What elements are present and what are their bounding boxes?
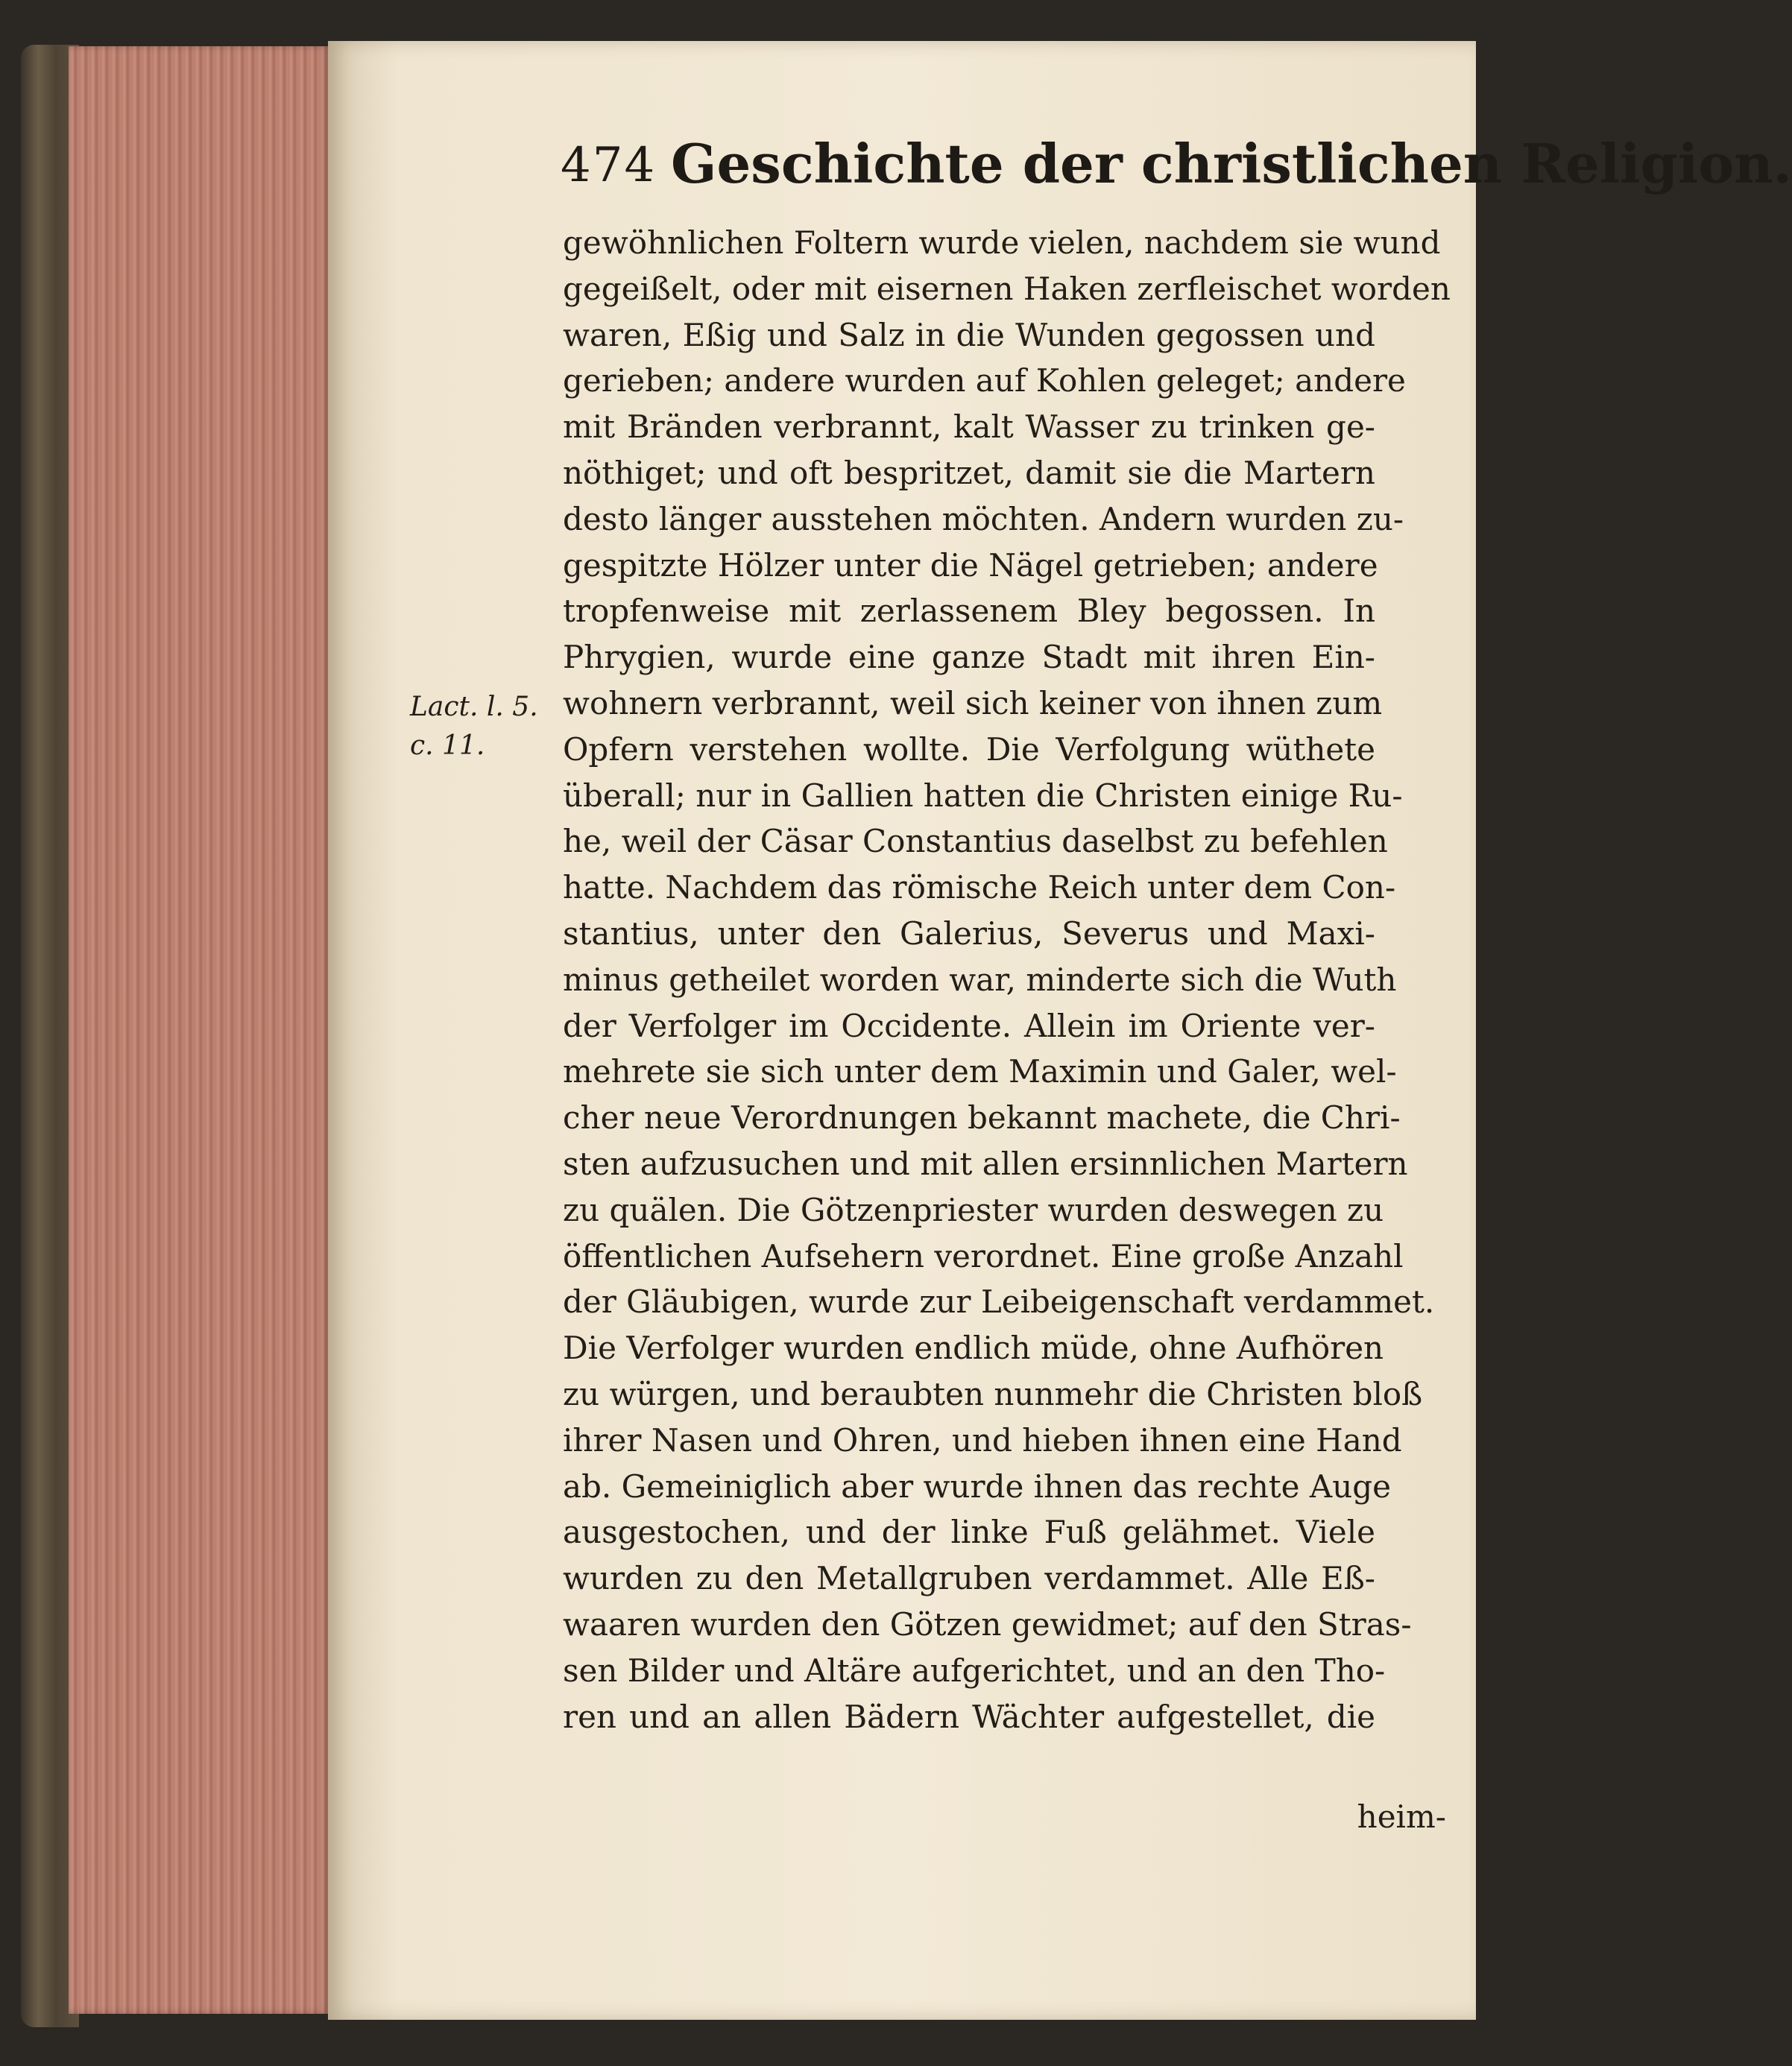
text-line: cher neue Verordnungen bekannt machete, die Chri- xyxy=(563,1099,1401,1137)
text-line: tropfenweise mit zerlassenem Bley begossen. In xyxy=(563,593,1375,630)
text-line: ab. Gemeiniglich aber wurde ihnen das rechte Auge xyxy=(563,1468,1392,1505)
running-head: Geschichte der christlichen Religion. xyxy=(671,132,1792,195)
text-line: überall; nur in Gallien hatten die Christen einige Ru- xyxy=(563,777,1403,814)
text-line: sen Bilder und Altäre aufgerichtet, und an den Tho- xyxy=(563,1652,1386,1689)
text-line: sten aufzusuchen und mit allen ersinnlichen Martern xyxy=(563,1145,1408,1182)
text-line: nöthiget; und oft bespritzet, damit sie die Martern xyxy=(563,454,1375,491)
text-line: Opfern verstehen wollte. Die Verfolgung wüthete xyxy=(563,730,1375,768)
text-line: gespitzte Hölzer unter die Nägel getrieben; andere xyxy=(563,546,1378,584)
text-line: minus getheilet worden war, minderte sich die Wuth xyxy=(563,961,1397,998)
text-line: stantius, unter den Galerius, Severus und Maxi- xyxy=(563,914,1375,952)
text-line: he, weil der Cäsar Constantius daselbst zu befehlen xyxy=(563,823,1388,860)
text-line: ausgestochen, und der linke Fuß gelähmet. Viele xyxy=(563,1514,1375,1551)
text-line: mehrete sie sich unter dem Maximin und Galer, wel- xyxy=(563,1053,1397,1090)
marginal-note-line: Lact. l. 5. xyxy=(410,692,538,722)
text-line: Die Verfolger wurden endlich müde, ohne Aufhören xyxy=(563,1330,1384,1367)
text-line: ihrer Nasen und Ohren, und hieben ihnen eine Hand xyxy=(563,1421,1402,1459)
text-line: waren, Eßig und Salz in die Wunden gegossen und xyxy=(563,316,1375,353)
marginal-note xyxy=(410,688,538,765)
text-line: zu würgen, und beraubten nunmehr die Christen bloß xyxy=(563,1375,1423,1412)
text-line: desto länger ausstehen möchten. Andern wurden zu- xyxy=(563,500,1404,537)
text-line: mit Bränden verbrannt, kalt Wasser zu trinken ge- xyxy=(563,408,1375,446)
text-line: zu quälen. Die Götzenpriester wurden deswegen zu xyxy=(563,1191,1384,1228)
text-line: ren und an allen Bädern Wächter aufgestellet, die xyxy=(563,1698,1375,1735)
marginal-note-line: c. 11. xyxy=(410,730,485,761)
text-line: gewöhnlichen Foltern wurde vielen, nachdem sie wund xyxy=(563,224,1441,261)
text-line: Phrygien, wurde eine ganze Stadt mit ihren Ein- xyxy=(563,639,1375,676)
body-text xyxy=(563,220,1451,1740)
text-line: waaren wurden den Götzen gewidmet; auf den Stras- xyxy=(563,1605,1412,1643)
text-line: gegeißelt, oder mit eisernen Haken zerfleischet worden xyxy=(563,270,1451,307)
page-fore-edge xyxy=(69,46,331,2014)
book-page xyxy=(328,41,1792,2020)
text-line: wohnern verbrannt, weil sich keiner von ihnen zum xyxy=(563,684,1383,721)
text-line: hatte. Nachdem das römische Reich unter dem Con- xyxy=(563,869,1396,906)
text-line: gerieben; andere wurden auf Kohlen geleget; andere xyxy=(563,362,1406,399)
catchword: heim- xyxy=(1357,1798,1446,1835)
page-number: 474 xyxy=(561,138,657,193)
text-line: öffentlichen Aufsehern verordnet. Eine große Anzahl xyxy=(563,1237,1404,1274)
text-line: der Gläubigen, wurde zur Leibeigenschaft verdammet. xyxy=(563,1283,1435,1321)
text-line: wurden zu den Metallgruben verdammet. Alle Eß- xyxy=(563,1560,1375,1597)
text-line: der Verfolger im Occidente. Allein im Oriente ver- xyxy=(563,1007,1375,1044)
